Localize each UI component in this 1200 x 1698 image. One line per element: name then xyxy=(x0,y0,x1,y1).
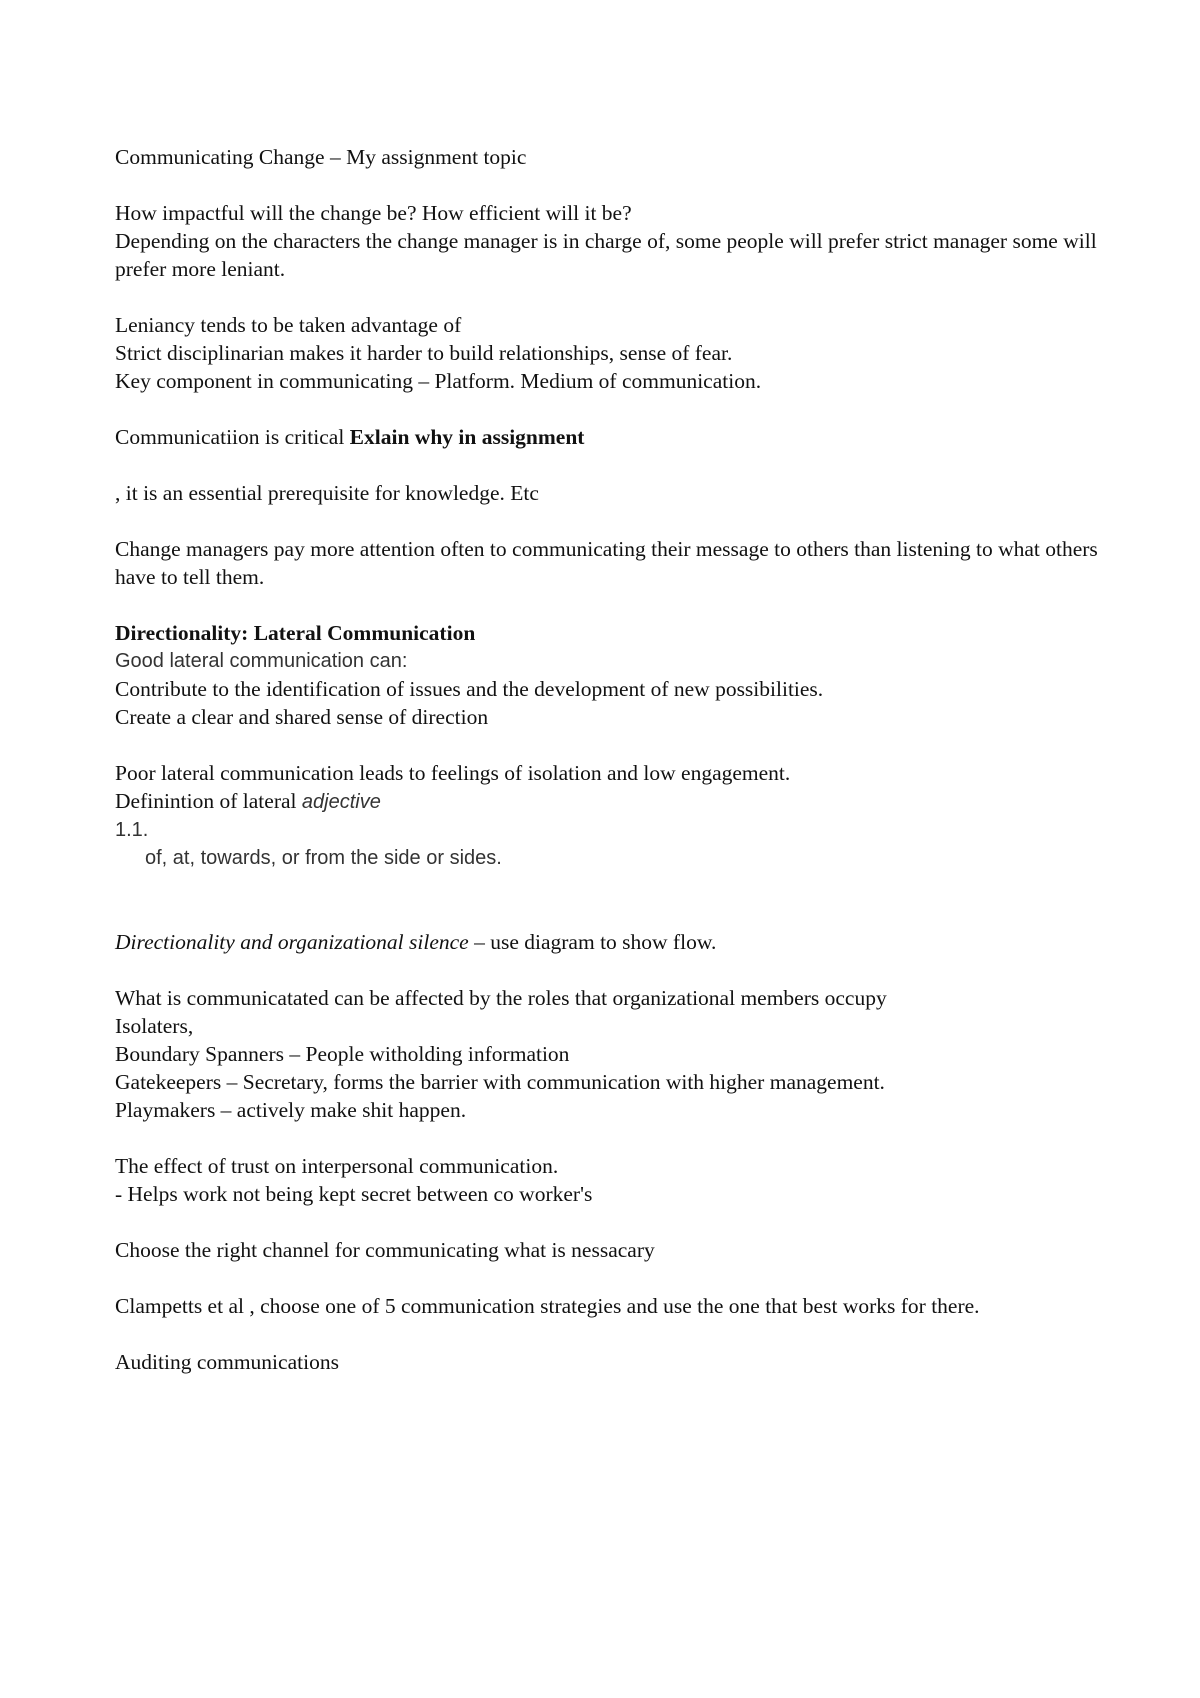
definition-text: Definintion of lateral xyxy=(115,789,302,813)
spacer xyxy=(115,1264,1105,1292)
spacer xyxy=(115,956,1105,984)
document-title: Communicating Change – My assignment topic xyxy=(115,145,527,169)
paragraph-impact: How impactful will the change be? How efficient will it be? xyxy=(115,201,632,225)
document-body xyxy=(115,143,1105,1376)
paragraph-depending: Depending on the characters the change manager is in charge of, some people will prefer strict manager some will prefer more leniant. xyxy=(115,229,1097,281)
definition-sense: of, at, towards, or from the side or sides. xyxy=(145,847,502,869)
spacer xyxy=(115,900,1105,928)
paragraph-isolaters: Isolaters, xyxy=(115,1014,194,1038)
spacer xyxy=(115,731,1105,759)
spacer xyxy=(115,872,1105,900)
paragraph-poor-lateral: Poor lateral communication leads to feelings of isolation and low engagement. xyxy=(115,761,791,785)
paragraph-channel: Choose the right channel for communicating what is nessacary xyxy=(115,1238,655,1262)
paragraph-prerequisite: , it is an essential prerequisite for knowledge. Etc xyxy=(115,481,539,505)
paragraph-definition xyxy=(115,787,1105,816)
spacer xyxy=(115,507,1105,535)
paragraph-strict: Strict disciplinarian makes it harder to build relationships, sense of fear. xyxy=(115,341,733,365)
paragraph-create: Create a clear and shared sense of direction xyxy=(115,705,489,729)
paragraph-clampetts: Clampetts et al , choose one of 5 communication strategies and use the one that best works for there. xyxy=(115,1294,980,1318)
paragraph-roles: What is communicatated can be affected by the roles that organizational members occupy xyxy=(115,986,887,1010)
paragraph-change-managers: Change managers pay more attention often to communicating their message to others than listening to what others have to tell them. xyxy=(115,537,1098,589)
definition-number: 1.1. xyxy=(115,819,149,841)
paragraph-playmakers: Playmakers – actively make shit happen. xyxy=(115,1098,467,1122)
spacer xyxy=(115,171,1105,199)
heading-directionality: Directionality: Lateral Communication xyxy=(115,621,476,645)
spacer xyxy=(115,1124,1105,1152)
paragraph-leniency: Leniancy tends to be taken advantage of xyxy=(115,313,462,337)
paragraph-boundary: Boundary Spanners – People witholding information xyxy=(115,1042,570,1066)
spacer xyxy=(115,283,1105,311)
paragraph-contribute: Contribute to the identification of issues and the development of new possibilities. xyxy=(115,677,824,701)
paragraph-trust: The effect of trust on interpersonal communication. xyxy=(115,1154,559,1178)
paragraph-critical xyxy=(115,423,1105,451)
paragraph-gatekeepers: Gatekeepers – Secretary, forms the barrier with communication with higher management. xyxy=(115,1070,885,1094)
critical-text: Communicatiion is critical xyxy=(115,425,350,449)
spacer xyxy=(115,1208,1105,1236)
critical-bold-note: Exlain why in assignment xyxy=(349,425,585,449)
spacer xyxy=(115,591,1105,619)
spacer xyxy=(115,451,1105,479)
paragraph-key-component: Key component in communicating – Platform. Medium of communication. xyxy=(115,369,762,393)
paragraph-good-lateral: Good lateral communication can: xyxy=(115,650,408,672)
definition-part-of-speech: adjective xyxy=(301,791,381,813)
paragraph-helps: - Helps work not being kept secret between co worker's xyxy=(115,1182,593,1206)
paragraph-silence xyxy=(115,928,1105,956)
spacer xyxy=(115,395,1105,423)
spacer xyxy=(115,1320,1105,1348)
silence-italic: Directionality and organizational silence xyxy=(115,930,469,954)
paragraph-auditing: Auditing communications xyxy=(115,1350,339,1374)
silence-text: – use diagram to show flow. xyxy=(468,930,717,954)
